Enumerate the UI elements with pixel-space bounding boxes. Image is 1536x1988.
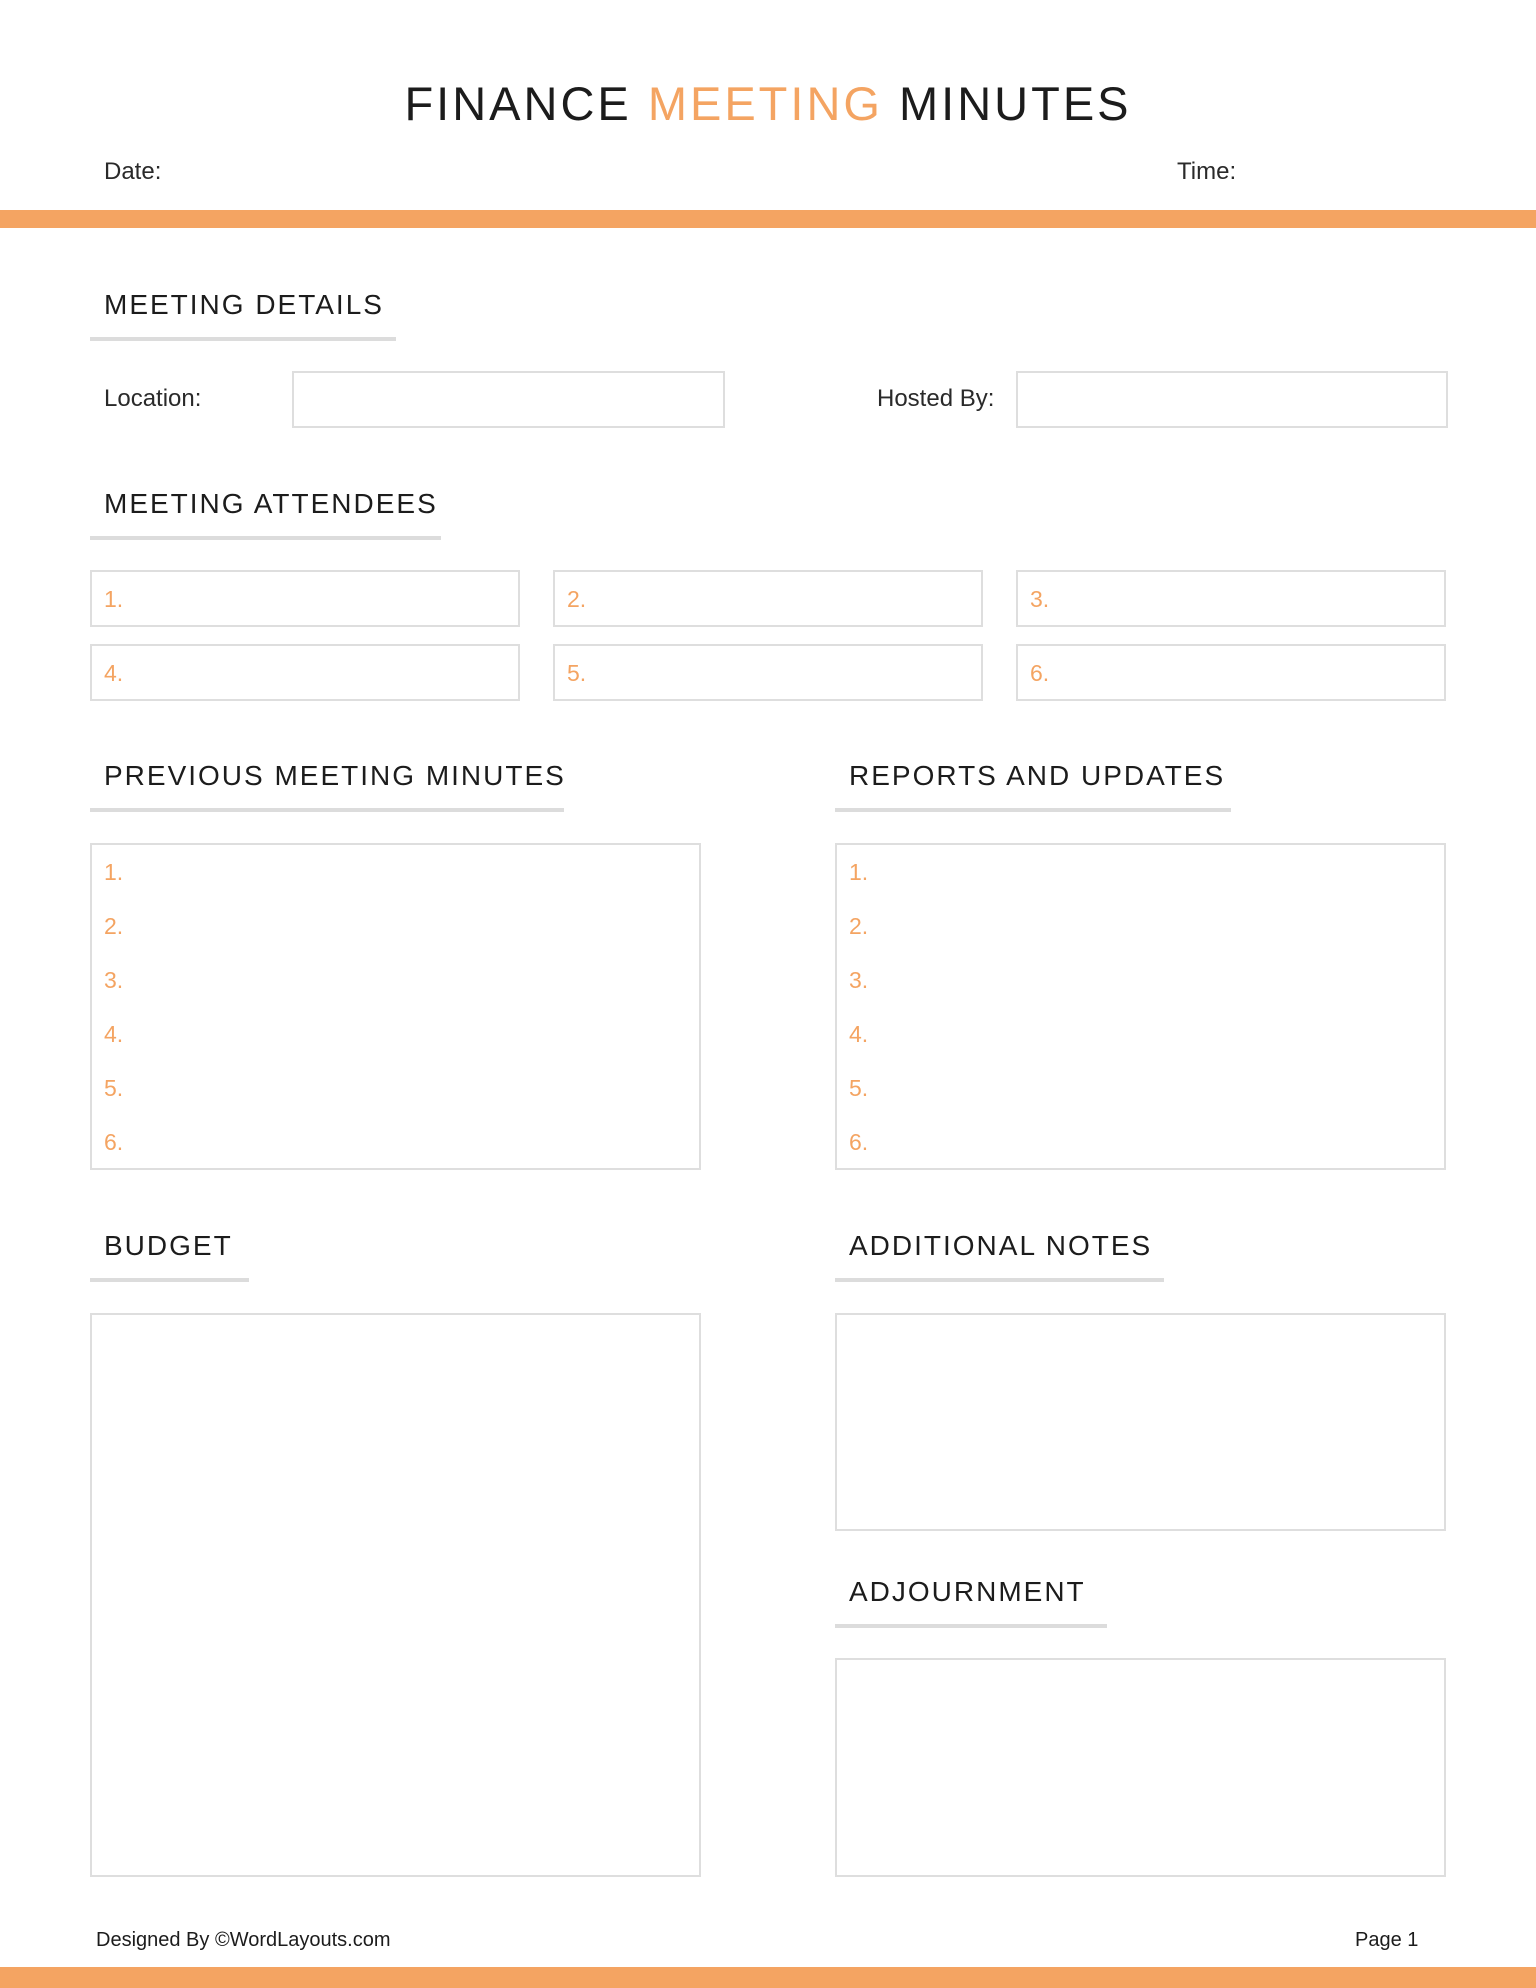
title-part-minutes: MINUTES [899,77,1132,130]
title-part-meeting: MEETING [647,77,883,130]
attendee-number: 1. [104,586,124,612]
additional-notes-heading: ADDITIONAL NOTES [849,1230,1153,1261]
attendee-number: 5. [567,660,587,686]
additional-notes-box[interactable] [835,1313,1446,1531]
attendee-field-5[interactable] [553,644,983,701]
location-field[interactable] [292,371,725,428]
reports-box[interactable] [835,843,1446,1170]
list-item: 4. [849,1021,869,1047]
previous-minutes-heading: PREVIOUS MEETING MINUTES [104,760,566,791]
adjournment-heading: ADJOURNMENT [849,1576,1086,1607]
top-accent-rule [0,210,1536,228]
page-number: Page 1 [1355,1929,1419,1951]
reports-heading: REPORTS AND UPDATES [849,760,1226,791]
bottom-accent-rule [0,1967,1536,1988]
footer-credit: Designed By ©WordLayouts.com [96,1929,391,1951]
meeting-details-heading: MEETING DETAILS [104,289,384,320]
budget-heading: BUDGET [104,1230,233,1261]
attendee-number: 3. [1030,586,1050,612]
meeting-attendees-underline [90,536,441,540]
attendee-field-4[interactable] [90,644,520,701]
list-item: 1. [849,859,869,885]
attendee-number: 2. [567,586,587,612]
list-item: 6. [104,1129,124,1155]
location-label: Location: [104,385,202,412]
list-item: 2. [104,913,124,939]
list-item: 4. [104,1021,124,1047]
attendee-number: 6. [1030,660,1050,686]
list-item: 5. [849,1075,869,1101]
date-label: Date: [104,158,162,185]
attendee-field-2[interactable] [553,570,983,627]
attendee-field-1[interactable] [90,570,520,627]
adjournment-box[interactable] [835,1658,1446,1877]
attendee-field-3[interactable] [1016,570,1446,627]
previous-minutes-box[interactable] [90,843,701,1170]
meeting-details-underline [90,337,396,341]
title-part-finance: FINANCE [404,77,632,130]
page-title [0,76,1536,131]
additional-notes-underline [835,1278,1164,1282]
list-item: 3. [104,967,124,993]
adjournment-underline [835,1624,1107,1628]
list-item: 3. [849,967,869,993]
list-item: 1. [104,859,124,885]
reports-underline [835,808,1231,812]
attendee-field-6[interactable] [1016,644,1446,701]
previous-minutes-underline [90,808,564,812]
list-item: 5. [104,1075,124,1101]
hosted-by-field[interactable] [1016,371,1448,428]
time-label: Time: [1177,158,1237,185]
attendee-number: 4. [104,660,124,686]
list-item: 2. [849,913,869,939]
list-item: 6. [849,1129,869,1155]
hosted-by-label: Hosted By: [877,385,995,412]
budget-underline [90,1278,249,1282]
meeting-attendees-heading: MEETING ATTENDEES [104,488,438,519]
budget-box[interactable] [90,1313,701,1877]
